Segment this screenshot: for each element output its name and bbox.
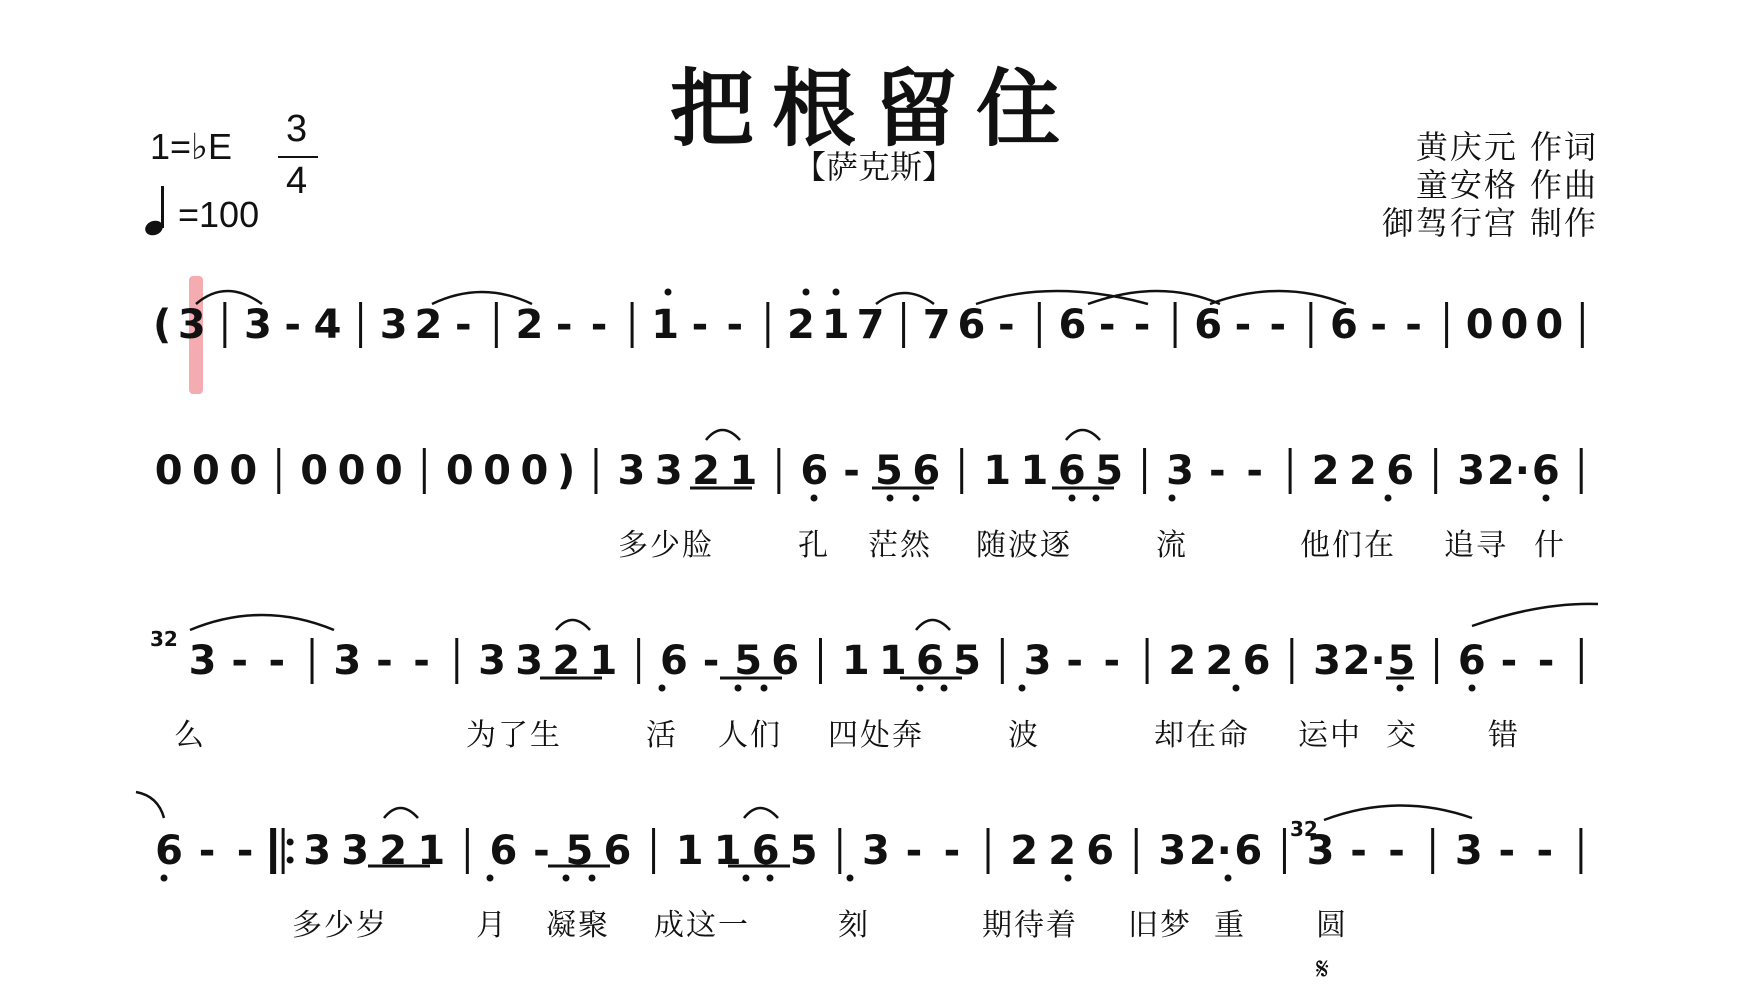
tie [1324, 805, 1472, 820]
producer-credit: 御驾行宫 制作 [1381, 204, 1598, 242]
note-number: 3 [379, 302, 408, 348]
notation-marks [136, 289, 1598, 882]
score-title: 把根留住 [669, 60, 1078, 158]
note-number: 5 [875, 448, 903, 494]
composer-credit: 童安格 作曲 [1415, 166, 1598, 204]
extension-dash: - [198, 828, 216, 874]
extension-dash: - [1350, 828, 1367, 874]
note-number: 2· [1188, 828, 1232, 874]
extension-dash: - [1388, 828, 1405, 874]
lyric-syllable: 交 [1386, 718, 1418, 753]
extension-dash: - [943, 828, 961, 874]
note-number: 6 [1531, 448, 1560, 494]
instrument-label: 【萨克斯】 [793, 148, 954, 186]
note-number: 3 [1158, 828, 1187, 874]
tie [916, 620, 950, 630]
tie [706, 430, 740, 440]
note-number: 1 [675, 828, 704, 874]
extension-dash: - [1066, 638, 1084, 684]
note-number: 0 [1500, 302, 1529, 348]
repeat-dot [287, 857, 294, 864]
note-number: 0 [192, 448, 220, 494]
lyric-syllable: 为了生 [466, 718, 562, 753]
note-number: 7 [856, 302, 885, 348]
tie [384, 808, 418, 818]
extension-dash: - [454, 302, 472, 348]
bracket: ( [153, 302, 172, 348]
extension-dash: - [1370, 302, 1388, 348]
note-number: 3 [333, 638, 362, 684]
note-number: 2· [1342, 638, 1386, 684]
extension-dash: - [533, 828, 550, 874]
note-number: 0 [229, 448, 258, 494]
lyric-syllable: 运中 [1298, 718, 1362, 753]
extension-dash: - [1537, 638, 1555, 684]
grace-notes: 32 [1290, 817, 1318, 841]
note-number: 2 [1348, 448, 1377, 494]
note-number: 5 [1387, 638, 1416, 684]
note-number: 0 [154, 448, 183, 494]
note-number: 3 [188, 638, 217, 684]
note-number: 2 [414, 302, 443, 348]
tie [136, 792, 164, 818]
extension-dash: - [1098, 302, 1116, 348]
bracket: ) [556, 448, 576, 494]
lyric-syllable: 凝聚 [546, 908, 610, 943]
extension-dash: - [555, 302, 573, 348]
note-number: 6 [1057, 448, 1086, 494]
extension-dash: - [843, 448, 860, 494]
tie [190, 615, 334, 630]
extension-dash: - [413, 638, 430, 684]
note-number: 1 [821, 302, 850, 348]
lyric-syllable: 随波逐 [976, 528, 1072, 563]
extension-dash: - [1405, 302, 1422, 348]
note-number: 1 [878, 638, 907, 684]
tie [1472, 604, 1598, 626]
lyric-syllable: 错 [1488, 718, 1520, 753]
extension-dash: - [726, 302, 744, 348]
lyric-syllable: 人们 [718, 718, 782, 753]
note-number: 6 [912, 448, 941, 494]
note-number: 6 [800, 448, 829, 494]
note-number: 3 [341, 828, 370, 874]
note-number: 6 [659, 638, 688, 684]
note-number: 2 [786, 302, 815, 348]
extension-dash: - [1246, 448, 1263, 494]
note-number: 1 [713, 828, 742, 874]
note-number: 3 [243, 302, 272, 348]
note-number: 2 [1048, 828, 1077, 874]
note-number: 1 [589, 638, 618, 684]
time-signature-bottom: 4 [286, 160, 308, 202]
note-number: 6 [1242, 638, 1271, 684]
extension-dash: - [997, 302, 1015, 348]
lyric-syllable: 多少脸 [618, 528, 714, 563]
note-number: 6 [1086, 828, 1115, 874]
note-number: 1 [651, 302, 680, 348]
note-number: 6 [155, 828, 183, 874]
note-number: 3 [1454, 828, 1483, 874]
segno-sign: 𝄋 [1316, 952, 1329, 987]
note-number: 2 [379, 828, 408, 874]
tempo-marking: =100 [178, 194, 260, 235]
note-number: 1 [841, 638, 870, 684]
note-number: 2 [552, 638, 581, 684]
note-number: 0 [445, 448, 474, 494]
lyric-syllable: 活 [646, 718, 678, 753]
note-number: 5 [953, 638, 982, 684]
note-number: 3 [177, 302, 206, 348]
extension-dash: - [376, 638, 393, 684]
note-number: 6 [1058, 302, 1087, 348]
extension-dash: - [1103, 638, 1121, 684]
note-number: 3 [1457, 448, 1486, 494]
note-number: 3 [303, 828, 332, 874]
note-number: 1 [729, 448, 758, 494]
note-number: 6 [603, 828, 632, 874]
extension-dash: - [1133, 302, 1151, 348]
extension-dash: - [691, 302, 709, 348]
note-number: 5 [1095, 448, 1124, 494]
extension-dash: - [1234, 302, 1252, 348]
lyric-syllable: 月 [476, 908, 508, 943]
lyric-syllable: 波 [1008, 718, 1040, 753]
note-number: 6 [1386, 448, 1415, 494]
extension-dash: - [1536, 828, 1554, 874]
note-number: 7 [922, 302, 951, 348]
note-number: 0 [1465, 302, 1494, 348]
lyric-syllable: 却在命 [1154, 718, 1250, 753]
note-number: 3 [654, 448, 683, 494]
note-number: 6 [957, 302, 986, 348]
note-number: 2 [1205, 638, 1234, 684]
tie [1066, 430, 1100, 440]
extension-dash: - [905, 828, 923, 874]
note-number: 6 [1194, 302, 1223, 348]
extension-dash: - [590, 302, 608, 348]
tie [556, 620, 590, 630]
note-number: 6 [1457, 638, 1486, 684]
note-number: 0 [483, 448, 511, 494]
lyric-syllable: 追寻 [1444, 528, 1508, 563]
note-number: 3 [1023, 638, 1052, 684]
lyric-syllable: 旧梦 [1128, 908, 1192, 943]
tie [744, 808, 778, 818]
note-number: 5 [789, 828, 818, 874]
note-number: 2 [1010, 828, 1039, 874]
lyric-syllable: 么 [174, 718, 206, 753]
note-number: 2 [515, 302, 544, 348]
note-number: 0 [300, 448, 329, 494]
extension-dash: - [284, 302, 302, 348]
lyric-syllable: 圆 [1316, 908, 1348, 943]
lyric-syllable: 重 [1214, 908, 1246, 943]
note-number: 1 [417, 828, 446, 874]
note-number: 0 [374, 448, 403, 494]
lyric-syllable: 成这一 [654, 908, 750, 943]
note-number: 0 [1535, 302, 1564, 348]
note-number: 0 [337, 448, 366, 494]
extension-dash: - [268, 638, 286, 684]
note-number: 0 [520, 448, 549, 494]
note-number: 2 [1311, 448, 1340, 494]
note-number: 5 [565, 828, 594, 874]
note-number: 6 [916, 638, 944, 684]
grace-notes: 32 [150, 627, 178, 651]
lyric-syllable: 期待着 [982, 908, 1078, 943]
extension-dash: - [1498, 828, 1516, 874]
note-number: 5 [734, 638, 763, 684]
note-number: 6 [771, 638, 800, 684]
note-number: 2 [692, 448, 720, 494]
extension-dash: - [702, 638, 720, 684]
note-number: 6 [489, 828, 518, 874]
time-signature-top: 3 [286, 108, 308, 150]
extension-dash: - [1209, 448, 1226, 494]
lyric-syllable: 流 [1156, 528, 1188, 563]
note-number: 3 [1306, 828, 1335, 874]
lyric-syllable: 他们在 [1300, 528, 1396, 563]
note-number: 6 [751, 828, 780, 874]
notation-layer [150, 302, 1582, 874]
note-number: 3 [478, 638, 506, 684]
note-number: 3 [1166, 448, 1194, 494]
note-number: 4 [313, 302, 342, 348]
note-number: 3 [861, 828, 890, 874]
lyric-syllable: 四处奔 [828, 718, 924, 753]
note-number: 6 [1329, 302, 1358, 348]
key-signature: 1=♭E [150, 126, 233, 167]
lyric-syllable: 孔 [798, 528, 830, 563]
extension-dash: - [1269, 302, 1287, 348]
note-number: 2· [1486, 448, 1530, 494]
note-number: 6 [1234, 828, 1263, 874]
lyric-syllable: 什 [1534, 528, 1566, 563]
extension-dash: - [231, 638, 248, 684]
note-number: 1 [1020, 448, 1049, 494]
lyric-syllable: 茫然 [868, 528, 932, 563]
extension-dash: - [1500, 638, 1518, 684]
repeat-dot [287, 839, 294, 846]
note-number: 3 [515, 638, 544, 684]
note-number: 1 [983, 448, 1012, 494]
note-number: 3 [1313, 638, 1341, 684]
extension-dash: - [236, 828, 254, 874]
lyric-syllable: 多少岁 [292, 908, 388, 943]
note-number: 3 [617, 448, 646, 494]
note-number: 2 [1168, 638, 1197, 684]
lyric-syllable: 刻 [838, 908, 870, 943]
lyricist-credit: 黄庆元 作词 [1415, 128, 1598, 166]
